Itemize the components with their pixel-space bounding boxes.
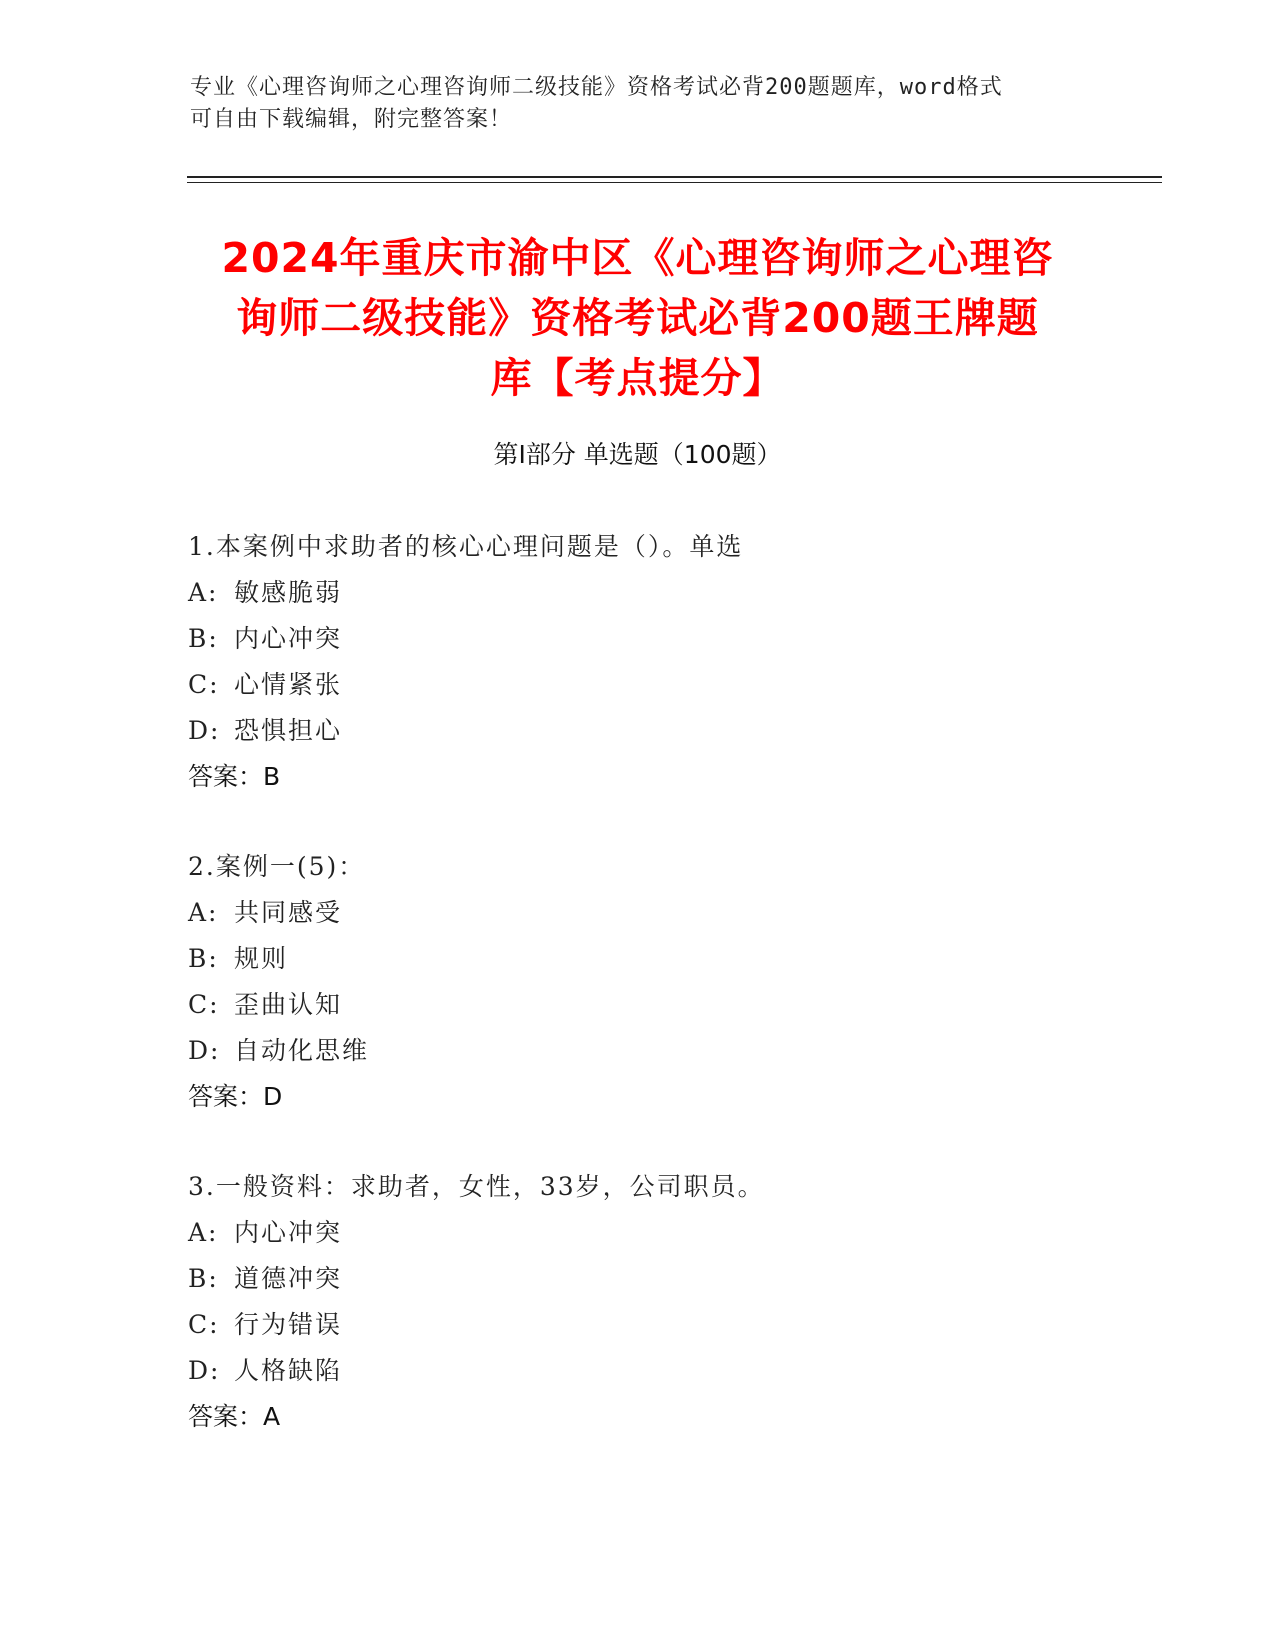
header-divider-thin (187, 182, 1162, 183)
question-3 (188, 1170, 1088, 1446)
option-c (188, 988, 1088, 1034)
question-1 (188, 530, 1088, 806)
option-text: 规则 (234, 944, 289, 973)
option-letter: C: (188, 1310, 220, 1339)
option-text: 敏感脆弱 (234, 578, 343, 607)
option-text: 道德冲突 (234, 1264, 343, 1293)
option-text: 共同感受 (234, 898, 343, 927)
option-a (188, 576, 1088, 622)
question-2 (188, 850, 1088, 1126)
option-letter: D: (188, 1356, 221, 1385)
header-note-line-1: 专业《心理咨询师之心理咨询师二级技能》资格考试必背200题题库，word格式 (190, 75, 1003, 100)
answer: 答案：A (188, 1402, 281, 1431)
document-title-line-1: 2024年重庆市渝中区《心理咨询师之心理咨 (221, 234, 1054, 282)
option-letter: A: (188, 898, 219, 927)
question-stem: 1.本案例中求助者的核心心理问题是（）。单选 (188, 532, 744, 561)
option-text: 歪曲认知 (234, 990, 343, 1019)
option-letter: D: (188, 1036, 221, 1065)
document-title-line-3: 库【考点提分】 (490, 354, 785, 402)
option-a (188, 1216, 1088, 1262)
option-letter: B: (188, 944, 219, 973)
option-d (188, 1034, 1088, 1080)
document-title-line-2: 询师二级技能》资格考试必背200题王牌题 (236, 294, 1039, 342)
option-text: 内心冲突 (234, 1218, 343, 1247)
option-text: 心情紧张 (234, 670, 343, 699)
option-b (188, 942, 1088, 988)
option-text: 行为错误 (234, 1310, 343, 1339)
option-letter: C: (188, 670, 220, 699)
answer: 答案：D (188, 1082, 283, 1111)
option-letter: A: (188, 1218, 219, 1247)
header-divider-thick (187, 176, 1162, 178)
option-c (188, 668, 1088, 714)
option-text: 自动化思维 (234, 1036, 370, 1065)
option-text: 人格缺陷 (234, 1356, 343, 1385)
option-letter: B: (188, 1264, 219, 1293)
answer: 答案：B (188, 762, 281, 791)
option-letter: A: (188, 578, 219, 607)
question-stem: 3.一般资料：求助者，女性，33岁，公司职员。 (188, 1172, 765, 1201)
question-stem: 2.案例一(5)： (188, 852, 366, 881)
section-title: 第Ⅰ部分 单选题（100题） (493, 440, 782, 469)
option-c (188, 1308, 1088, 1354)
option-letter: B: (188, 624, 219, 653)
option-text: 内心冲突 (234, 624, 343, 653)
option-a (188, 896, 1088, 942)
option-d (188, 1354, 1088, 1400)
option-letter: C: (188, 990, 220, 1019)
option-b (188, 622, 1088, 668)
option-text: 恐惧担心 (234, 716, 343, 745)
header-note-line-2: 可自由下载编辑，附完整答案！ (190, 107, 513, 132)
document-title (180, 228, 1095, 408)
option-d (188, 714, 1088, 760)
option-letter: D: (188, 716, 221, 745)
option-b (188, 1262, 1088, 1308)
header-note (190, 72, 1090, 136)
